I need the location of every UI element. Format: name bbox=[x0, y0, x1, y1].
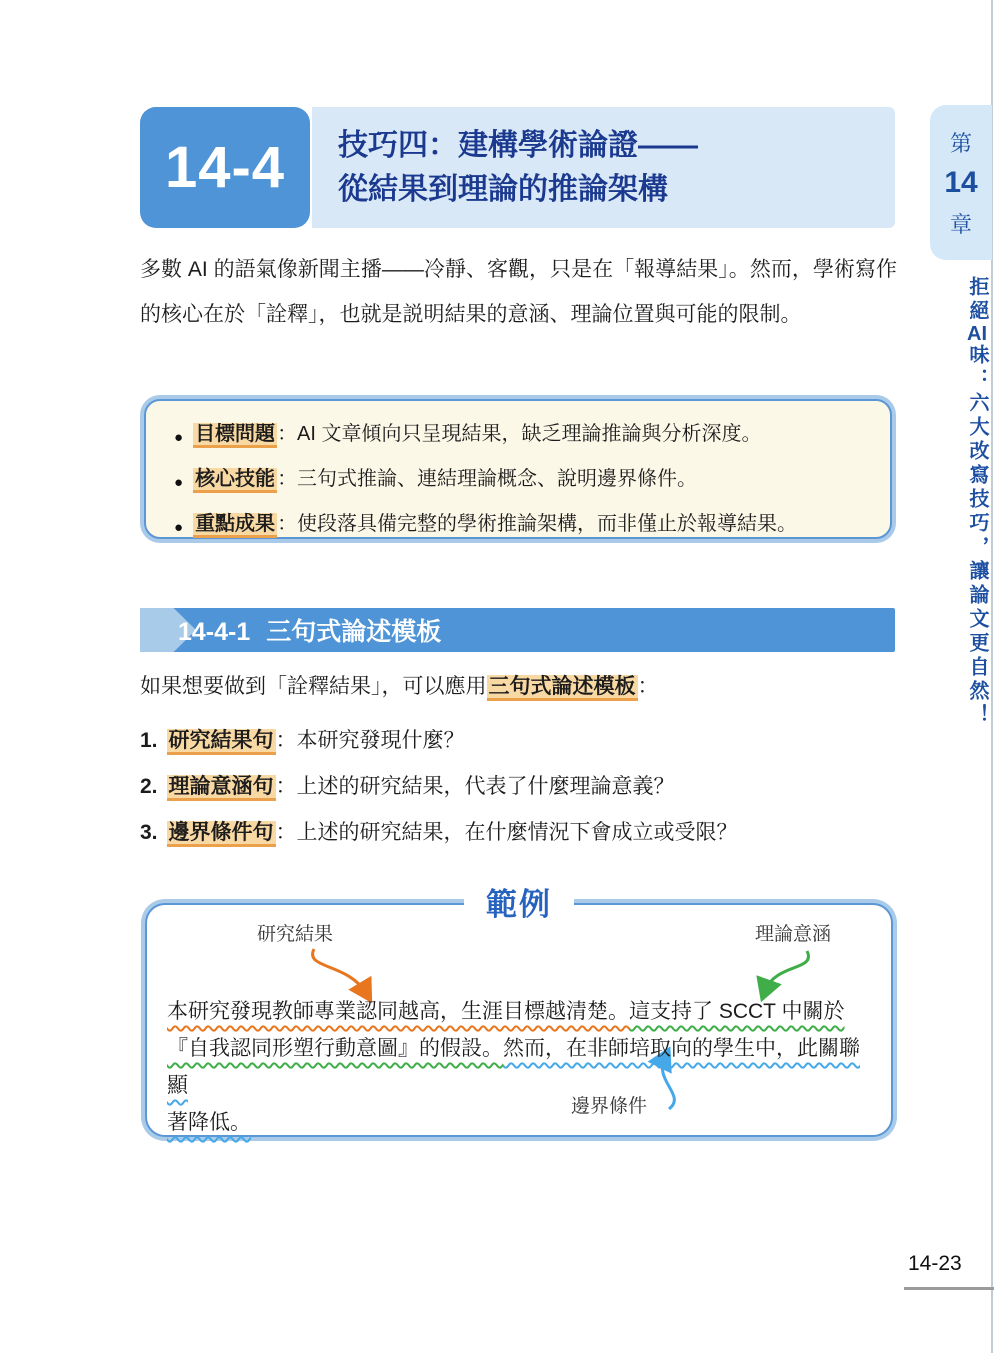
example-box bbox=[145, 887, 893, 1137]
bullet-icon: ● bbox=[174, 519, 184, 536]
chapter-number: 14 bbox=[944, 165, 978, 199]
summary-item-goal bbox=[172, 421, 864, 451]
segment-theory: 這支持了 SCCT 中關於 bbox=[629, 1000, 845, 1023]
subsection-title-text: 三句式論述模板 bbox=[266, 618, 442, 646]
label-boundary-condition: 邊界條件 bbox=[571, 1096, 648, 1117]
footer-rule bbox=[904, 1287, 994, 1290]
segment-boundary: 然而，在非師培取向的學生中，此關聯顯 bbox=[167, 1037, 860, 1097]
summary-text: ：AI 文章傾向只呈現結果，缺乏理論推論與分析深度。 bbox=[277, 423, 762, 445]
list-item bbox=[140, 818, 897, 847]
three-sentence-list bbox=[140, 726, 897, 847]
caption-pre: 拒絕 bbox=[966, 276, 988, 324]
section-title-line1: 技巧四：建構學術論證—— bbox=[338, 128, 698, 162]
page-number: 14-23 bbox=[908, 1252, 962, 1275]
summary-text: ：三句式推論、連結理論概念、說明邊界條件。 bbox=[277, 468, 698, 490]
bullet-icon: ● bbox=[174, 429, 184, 446]
example-line bbox=[167, 1030, 879, 1104]
template-intro-highlight: 三句式論述模板 bbox=[487, 675, 638, 701]
intro-paragraph: 多數 AI 的語氣像新聞主播——冷靜、客觀，只是在「報導結果」。然而，學術寫作的核心在於「詮釋」，也就是説明結果的意涵、理論位置與可能的限制。 bbox=[140, 258, 897, 326]
example-line bbox=[167, 993, 879, 1030]
list-term: 邊界條件句 bbox=[167, 821, 276, 847]
summary-box bbox=[144, 399, 892, 539]
summary-term: 目標問題 bbox=[193, 423, 277, 448]
list-term: 研究結果句 bbox=[167, 729, 276, 755]
chapter-tab bbox=[930, 105, 992, 260]
list-text: ：上述的研究結果，代表了什麼理論意義？ bbox=[275, 775, 675, 798]
list-text: ：上述的研究結果，在什麼情況下會成立或受限？ bbox=[275, 821, 738, 844]
chapter-caption-vertical bbox=[930, 272, 992, 732]
template-intro-post: ： bbox=[637, 675, 659, 698]
label-theory-implication: 理論意涵 bbox=[755, 924, 832, 945]
template-intro-pre: 如果想要做到「詮釋結果」，可以應用 bbox=[140, 675, 487, 698]
list-number: 2. bbox=[140, 775, 158, 798]
caption-ai: AI bbox=[967, 324, 987, 344]
bullet-icon: ● bbox=[174, 474, 184, 491]
summary-item-outcome bbox=[172, 511, 864, 541]
list-number: 3. bbox=[140, 821, 158, 844]
list-term: 理論意涵句 bbox=[167, 775, 276, 801]
summary-term: 核心技能 bbox=[193, 468, 277, 493]
summary-item-skill bbox=[172, 466, 864, 496]
label-research-result: 研究結果 bbox=[257, 924, 334, 945]
summary-text: ：使段落具備完整的學術推論架構，而非僅止於報導結果。 bbox=[277, 513, 798, 535]
template-intro bbox=[140, 672, 897, 702]
list-item bbox=[140, 726, 897, 755]
section-number: 14-4 bbox=[164, 135, 286, 200]
section-number-badge bbox=[140, 107, 310, 228]
subsection-number: 14-4-1 bbox=[178, 618, 251, 646]
example-line bbox=[167, 1104, 879, 1141]
segment-theory: 『自我認同形塑行動意圖』的假設。 bbox=[167, 1037, 503, 1060]
subsection-header-bar bbox=[140, 608, 895, 652]
example-box-title: 範例 bbox=[464, 879, 574, 924]
chapter-prefix: 第 bbox=[949, 130, 972, 156]
chapter-suffix: 章 bbox=[949, 211, 972, 237]
section-title-line2: 從結果到理論的推論架構 bbox=[338, 172, 668, 206]
section-title bbox=[312, 107, 895, 228]
example-text bbox=[167, 993, 879, 1141]
caption-post: 味：六大改寫技巧，讓論文更自然！ bbox=[966, 344, 988, 728]
summary-term: 重點成果 bbox=[193, 513, 277, 538]
list-item bbox=[140, 772, 897, 801]
subsection-title bbox=[178, 612, 441, 648]
segment-research-result: 本研究發現教師專業認同越高，生涯目標越清楚。 bbox=[167, 1000, 629, 1023]
list-number: 1. bbox=[140, 729, 158, 752]
list-text: ：本研究發現什麼？ bbox=[275, 729, 465, 752]
section-header bbox=[140, 107, 895, 228]
segment-boundary: 著降低。 bbox=[167, 1111, 251, 1134]
